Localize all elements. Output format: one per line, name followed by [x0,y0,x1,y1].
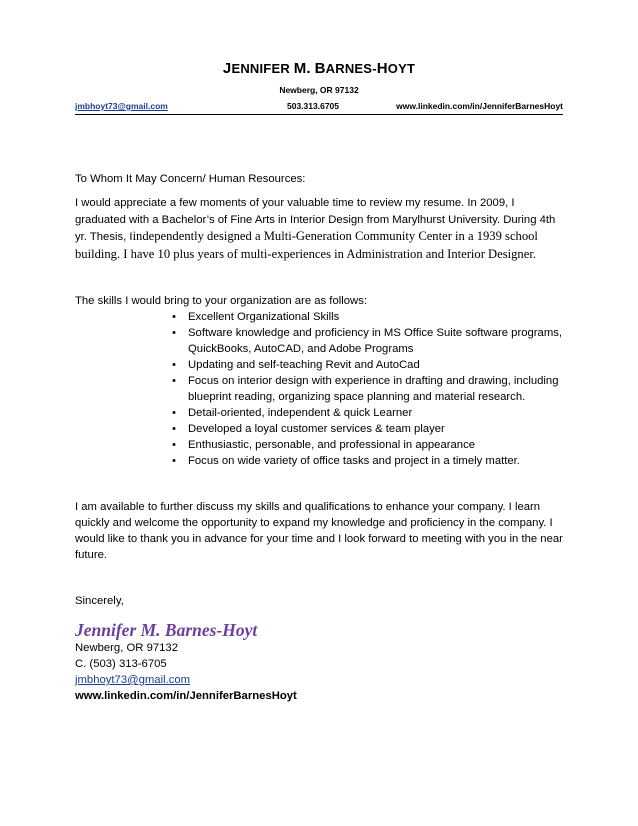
name-last-rest: ARNES [325,61,373,76]
skills-intro: The skills I would bring to your organization are as follows: [75,295,367,307]
signature-contact-block [75,640,297,704]
intro-paragraph-part2: independently designed a Multi-Generation Community Center in a 1939 school building. I have 10 plus years of multi-experiences in Administration and Interior Designer. [75,229,538,261]
bullet-icon: • [172,327,176,339]
skill-text: Focus on interior design with experience in drafting and drawing, including blueprint reading, organizing space planning and material research. [188,375,559,403]
skill-item [75,437,565,453]
skill-item [75,453,565,469]
letterhead-contact-row [75,101,563,115]
skill-text: Developed a loyal customer services & team player [188,423,445,435]
name-first-initial: J [222,60,232,77]
bullet-icon: • [172,455,176,467]
signature-email-link[interactable]: jmbhoyt73@gmail.com [75,674,191,686]
skill-item [75,373,565,405]
signature-phone: C. (503) 313-6705 [75,658,167,670]
bullet-icon: • [172,359,176,371]
letterhead-name [0,60,638,77]
bullet-icon: • [172,375,176,387]
closing-paragraph: I am available to further discuss my skills and qualifications to enhance your company. I learn quickly and welcome the opportunity to expand my knowledge and proficiency in the company. I would like to thank you in advance for your time and I look forward to meeting with you in the near future. [75,501,563,561]
letterhead-email-link[interactable]: jmbhoyt73@gmail.com [75,101,168,111]
skill-text: Excellent Organizational Skills [188,311,340,323]
skill-item [75,309,565,325]
letterhead-city: Newberg, OR 97132 [279,85,359,95]
signature-city: Newberg, OR 97132 [75,642,178,654]
bullet-icon: • [172,407,176,419]
letterhead-website-link[interactable]: www.linkedin.com/in/JenniferBarnesHoyt [396,101,563,111]
signature-name: Jennifer M. Barnes-Hoyt [75,620,258,640]
letterhead-phone: 503.313.6705 [287,101,339,111]
skill-text: Detail-oriented, independent & quick Learner [188,407,413,419]
bullet-icon: • [172,423,176,435]
closing: Sincerely, [75,595,124,607]
signature-website-link[interactable]: www.linkedin.com/in/JenniferBarnesHoyt [75,690,297,702]
skill-item [75,405,565,421]
name-middle: M. [293,60,311,77]
skill-text: Enthusiastic, personable, and professional in appearance [188,439,476,451]
skill-text: Focus on wide variety of office tasks and project in a timely matter. [188,455,520,467]
name-last-hyphen: - [372,61,377,76]
salutation: To Whom It May Concern/ Human Resources: [75,173,306,185]
skill-item [75,421,565,437]
intro-paragraph-part1: I would appreciate a few moments of your valuable time to review my resume. In 2009, I graduated with a Bachelor’s of Fine Arts in Interior Design from Marylhurst University. During 4th yr. Thesis, I [75,197,556,243]
intro-paragraph [75,195,565,263]
skill-item [75,325,565,357]
skill-text: Updating and self-teaching Revit and AutoCad [188,359,420,371]
bullet-icon: • [172,311,176,323]
skill-item [75,357,565,373]
name-last-initial: B [314,60,326,77]
name-first-rest: ENNIFER [231,61,290,76]
name-last2-initial: H [376,60,388,77]
name-last2-rest: OYT [387,61,416,76]
bullet-icon: • [172,439,176,451]
skill-text: Software knowledge and proficiency in MS Office Suite software programs, QuickBooks, AutoCAD, and Adobe Programs [188,327,563,355]
skills-list [75,309,565,469]
